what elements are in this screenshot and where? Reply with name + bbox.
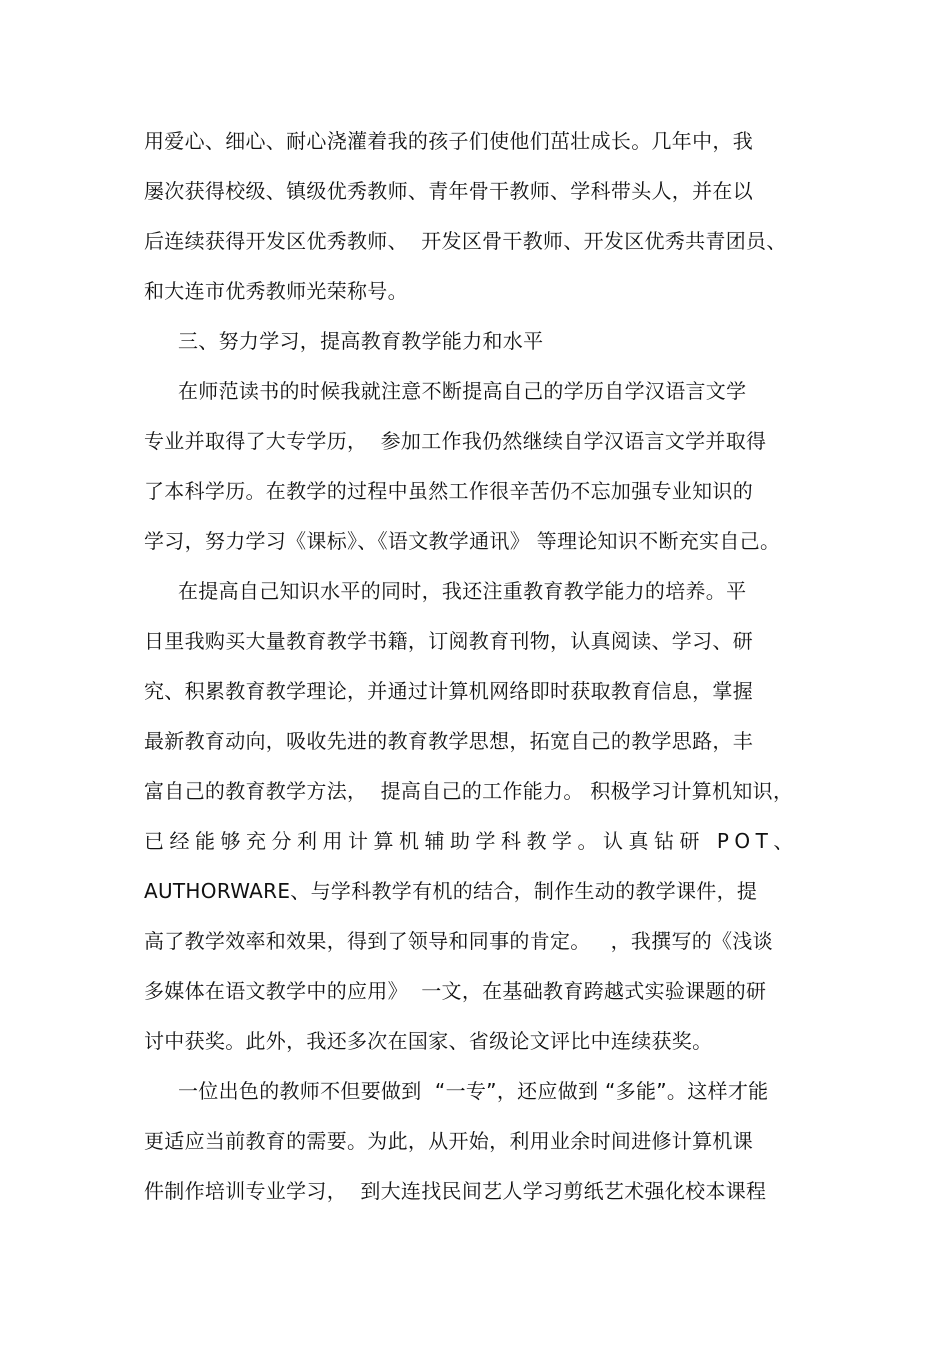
text-line: 学习，努力学习《课标》、《语文教学通讯》 等理论知识不断充实自己。: [144, 529, 781, 553]
text-line: 富自己的教育教学方法， 提高自己的工作能力。 积极学习计算机知识，: [144, 779, 794, 803]
section-heading: 三、努力学习，提高教育教学能力和水平: [178, 329, 544, 353]
text-line: 讨中获奖。此外，我还多次在国家、省级论文评比中连续获奖。: [144, 1029, 713, 1053]
text-line: 已经能够充分利用计算机辅助学科教学。认真钻研 POT、: [144, 829, 799, 853]
text-line: 最新教育动向，吸收先进的教育教学思想，拓宽自己的教学思路，丰: [144, 729, 753, 753]
text-line: 在提高自己知识水平的同时，我还注重教育教学能力的培养。平: [178, 579, 747, 603]
text-line: 专业并取得了大专学历， 参加工作我仍然继续自学汉语言文学并取得: [144, 429, 767, 453]
text-line: 更适应当前教育的需要。为此，从开始，利用业余时间进修计算机课: [144, 1129, 753, 1153]
text-line: 后连续获得开发区优秀教师、 开发区骨干教师、开发区优秀共青团员、: [144, 229, 787, 253]
text-line: 件制作培训专业学习， 到大连找民间艺人学习剪纸艺术强化校本课程: [144, 1179, 767, 1203]
text-line: 究、积累教育教学理论，并通过计算机网络即时获取教育信息，掌握: [144, 679, 753, 703]
text-line: 用爱心、细心、耐心浇灌着我的孩子们使他们茁壮成长。几年中，我: [144, 129, 753, 153]
text-line: 多媒体在语文教学中的应用》 一文，在基础教育跨越式实验课题的研: [144, 979, 767, 1003]
text-line: 了本科学历。在教学的过程中虽然工作很辛苦仍不忘加强专业知识的: [144, 479, 753, 503]
text-line: 一位出色的教师不但要做到 “一专”，还应做到 “多能”。这样才能: [178, 1079, 769, 1103]
text-line: 屡次获得校级、镇级优秀教师、青年骨干教师、学科带头人，并在以: [144, 179, 753, 203]
text-line: AUTHORWARE、与学科教学有机的结合，制作生动的教学课件，提: [144, 879, 758, 903]
text-line: 在师范读书的时候我就注意不断提高自己的学历自学汉语言文学: [178, 379, 747, 403]
text-line: 高了教学效率和效果，得到了领导和同事的肯定。 ，我撰写的《浅谈: [144, 929, 773, 953]
text-line: 日里我购买大量教育教学书籍，订阅教育刊物，认真阅读、学习、研: [144, 629, 753, 653]
text-line: 和大连市优秀教师光荣称号。: [144, 279, 408, 303]
